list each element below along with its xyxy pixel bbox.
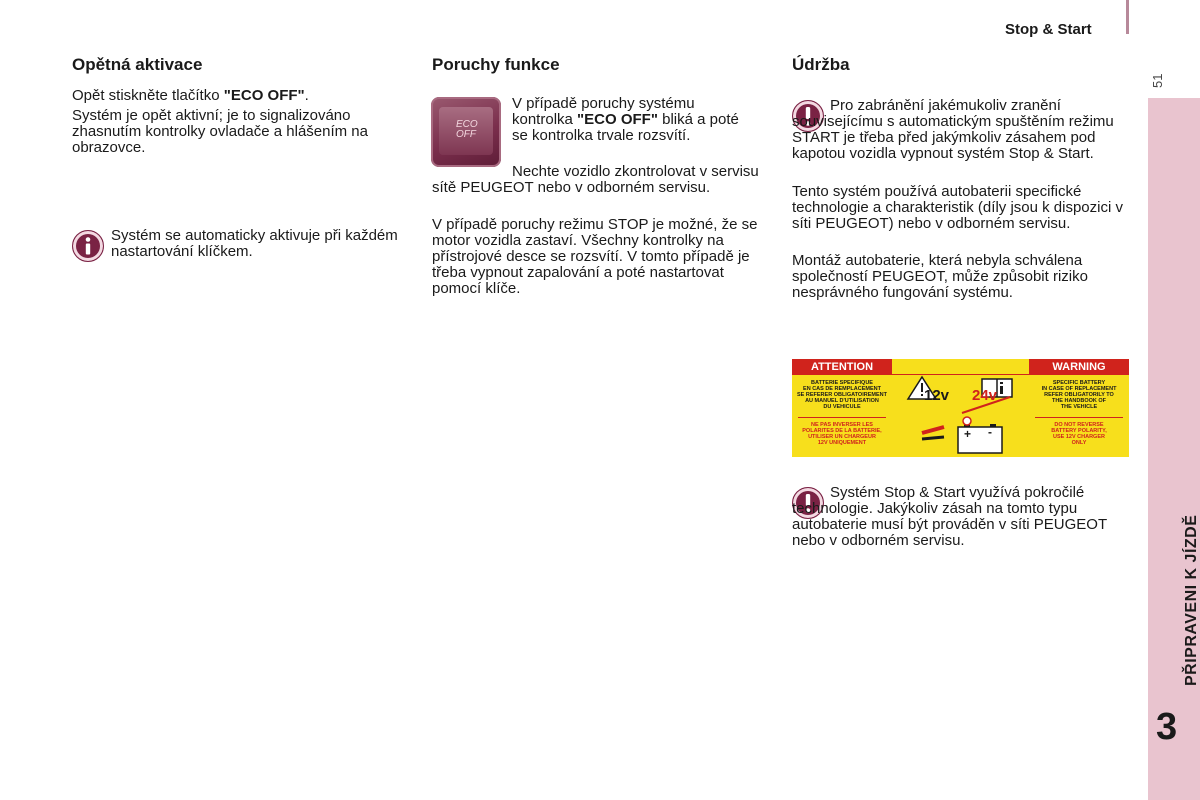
- battery-minus-text: -: [988, 425, 992, 439]
- header-divider: [1126, 0, 1129, 34]
- col2-title: Poruchy funkce: [432, 55, 560, 74]
- battery-plus-text: +: [964, 427, 972, 441]
- col2-p1-end: bliká a poté se kontrolka trvale rozsvítí.: [512, 111, 739, 144]
- col2-p1-text: V případě poruchy systému kontrolka: [512, 95, 695, 128]
- section-header: Stop & Start: [1005, 21, 1092, 38]
- col1-title: Opětná aktivace: [72, 55, 203, 74]
- battery-graphic: [892, 375, 1029, 457]
- voltage-bad-text: 24v: [972, 387, 998, 404]
- eco-off-keyword: "ECO OFF": [223, 87, 305, 104]
- col2-paragraph-3: V případě poruchy režimu STOP je možné, že se motor vozidla zastaví. Všechny kontrolky na přístrojové desce se rozsvítí. V tomto případě je třeba vypnout zapalování a poté nastartovat pomocí klíče.: [432, 216, 758, 297]
- col3-paragraph-3: Montáž autobaterie, která nebyla schválena společností PEUGEOT, může způsobit riziko nesprávného fungování systému.: [792, 252, 1088, 301]
- col1-p1-text: Opět stiskněte tlačítko: [72, 87, 224, 104]
- col1-paragraph-1: [72, 88, 402, 104]
- label-right-bottom: DO NOT REVERSE BATTERY POLARITY, USE 12V CHARGER ONLY: [1051, 422, 1107, 446]
- label-left-divider: [798, 417, 886, 418]
- col1-paragraph-2: Systém je opět aktivní; je to signalizováno zhasnutím kontrolky ovladače a hlášením na obrazovce.: [72, 107, 368, 156]
- voltage-ok-text: 12v: [924, 387, 950, 404]
- chapter-title: PŘIPRAVENI K JÍZDĚ: [1183, 514, 1200, 686]
- chapter-number: 3: [1156, 706, 1178, 748]
- col3-warning-2: Systém Stop & Start využívá pokročilé technologie. Jakýkoliv zásah na tomto typu autobaterie musí být prováděn v síti PEUGEOT nebo v odborném servisu.: [792, 484, 1107, 549]
- label-right-divider: [1035, 417, 1123, 418]
- label-header-warning: WARNING: [1029, 359, 1129, 375]
- col1-info-note: Systém se automaticky aktivuje při každém nastartování klíčkem.: [111, 227, 398, 260]
- col3-paragraph-2: Tento systém používá autobaterii specifické technologie a charakteristik (díly jsou k dispozici v síti PEUGEOT) nebo v odborném servisu.: [792, 183, 1123, 232]
- col2-paragraph-2: Nechte vozidlo zkontrolovat v servisu sítě PEUGEOT nebo v odborném servisu.: [432, 163, 759, 196]
- eco-off-button-face: [439, 107, 493, 155]
- eco-off-button-image: [431, 97, 501, 167]
- col1-p1-end: .: [304, 87, 309, 104]
- label-left-bottom: NE PAS INVERSER LES POLARITES DE LA BATTERIE, UTILISER UN CHARGEUR 12V UNIQUEMENT: [802, 422, 882, 446]
- page-number: 51: [1150, 73, 1165, 88]
- battery-warning-label: [792, 359, 1129, 457]
- info-icon: [72, 230, 104, 262]
- col3-warning-1: Pro zabránění jakémukoliv zranění souvisejícímu s automatickým spuštěním režimu START je třeba před jakýmkoliv zásahem pod kapotou vozidla vypnout systém Stop & Start.: [792, 97, 1114, 162]
- label-left-top: BATTERIE SPECIFIQUE EN CAS DE REMPLACEMENT SE REFERER OBLIGATOIREMENT AU MANUEL D'UTILISATION DU VEHICULE: [797, 380, 887, 410]
- col2-paragraph-1: [512, 96, 757, 144]
- eco-off-keyword-2: "ECO OFF": [577, 111, 658, 128]
- label-header-attention: ATTENTION: [792, 359, 892, 375]
- col3-title: Údržba: [792, 55, 850, 74]
- eco-off-button-label: ECO OFF: [456, 119, 478, 140]
- label-right-top: SPECIFIC BATTERY IN CASE OF REPLACEMENT REFER OBLIGATORILY TO THE HANDBOOK OF THE VEHICLE: [1041, 380, 1117, 410]
